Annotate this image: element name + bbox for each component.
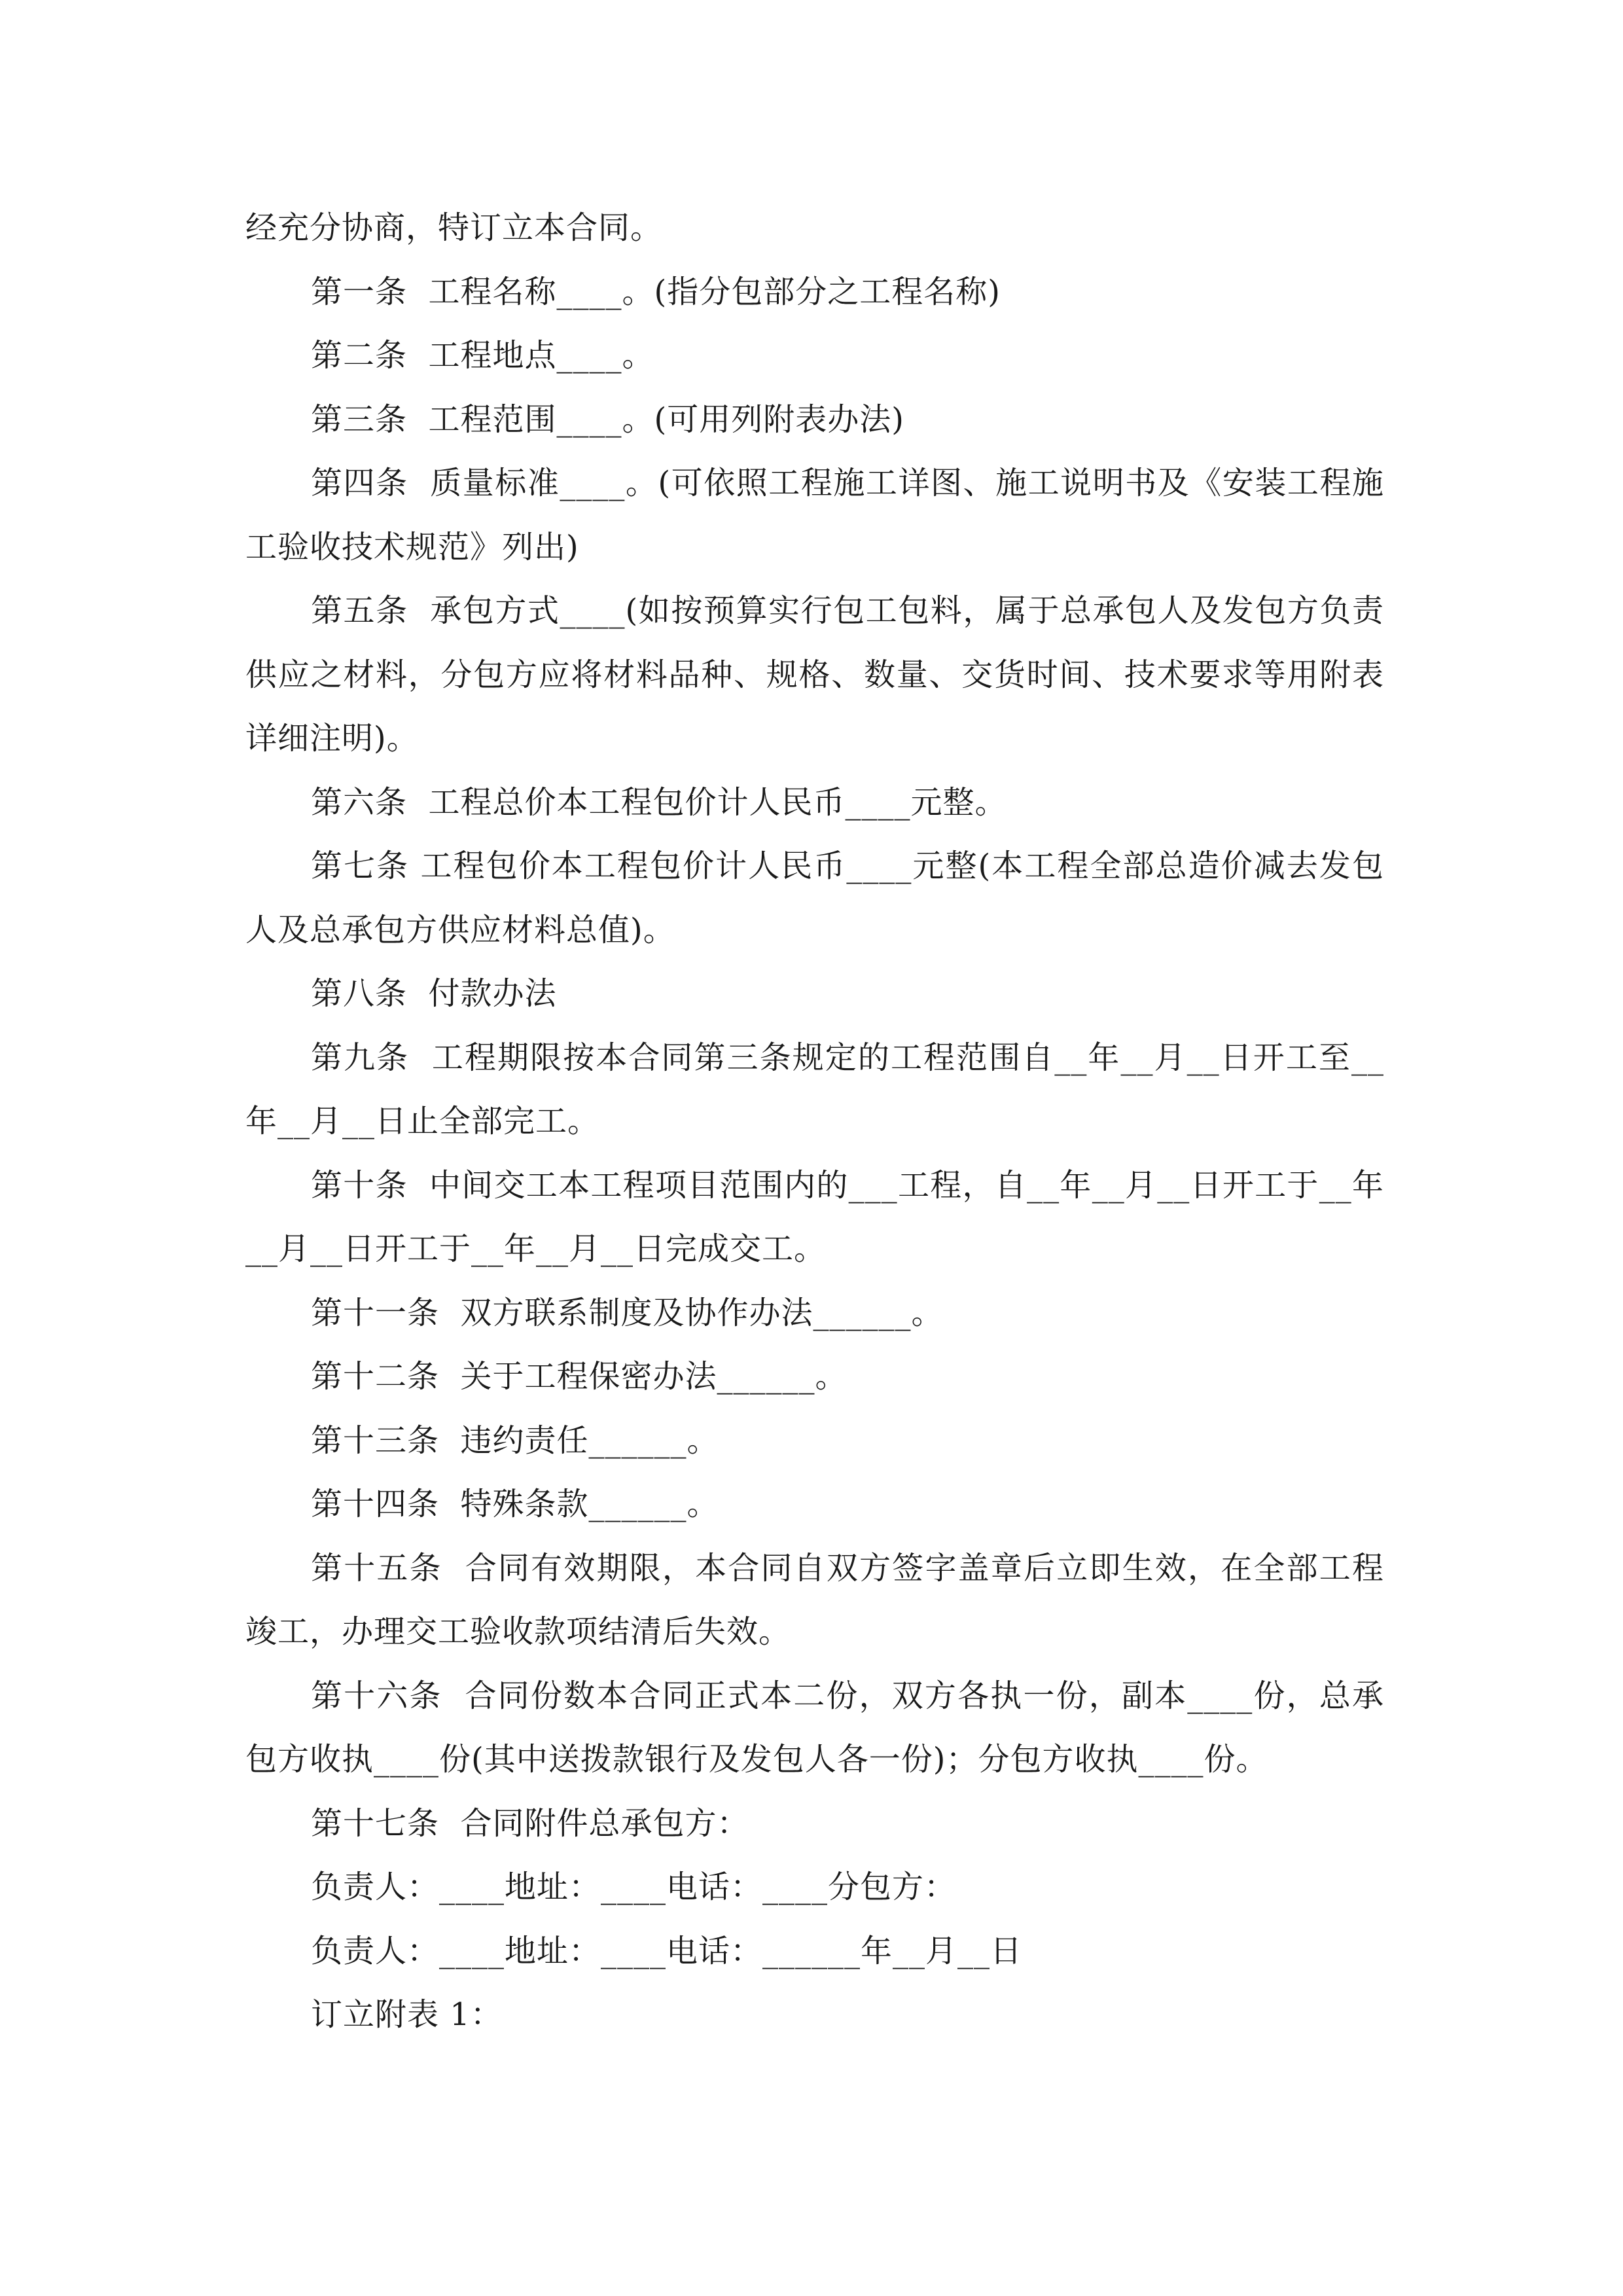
clause-1-project-name: 第一条 工程名称____。(指分包部分之工程名称)	[311, 273, 1001, 310]
clause-6-total-price: 第六条 工程总价本工程包价计人民币____元整。	[311, 783, 1007, 821]
clause-16-copies: 第十六条 合同份数本合同正式本二份，双方各执一份，副本____份，总承包方收执____份(其中送拨款银行及发包人各一份)；分包方收执____份。	[245, 1677, 1384, 1778]
signature-line-1: 负责人：____地址：____电话：____分包方：	[311, 1869, 957, 1905]
clause-4-quality-standard: 第四条 质量标准____。(可依照工程施工详图、施工说明书及《安装工程施工验收技术规范》列出)	[245, 465, 1384, 565]
clause-8-payment-method: 第八条 付款办法	[311, 975, 557, 1012]
document-body	[245, 196, 1384, 2047]
clause-7-package-price: 第七条 工程包价本工程包价计人民币____元整(本工程全部总造价减去发包人及总承包方供应材料总值)。	[245, 848, 1384, 948]
appendix-label: 订立附表 1：	[311, 1996, 503, 2033]
clause-2-project-location: 第二条 工程地点____。	[311, 337, 654, 374]
clause-14-special-terms: 第十四条 特殊条款______。	[311, 1486, 719, 1522]
clause-9-project-period: 第九条 工程期限按本合同第三条规定的工程范围自__年__月__日开工至__年__月__日止全部完工。	[245, 1039, 1384, 1139]
clause-3-project-scope: 第三条 工程范围____。(可用列附表办法)	[311, 401, 904, 438]
clause-13-liability: 第十三条 违约责任______。	[311, 1422, 719, 1459]
clause-5-contracting-method: 第五条 承包方式____(如按预算实行包工包料，属于总承包人及发包方负责供应之材料，分包方应将材料品种、规格、数量、交货时间、技术要求等用附表详细注明)。	[245, 592, 1384, 757]
clause-10-interim-handover: 第十条 中间交工本工程项目范围内的___工程，自__年__月__日开工于__年__月__日开工于__年__月__日完成交工。	[245, 1166, 1384, 1267]
clause-17-attachments: 第十七条 合同附件总承包方：	[311, 1804, 749, 1842]
clause-12-confidentiality: 第十二条 关于工程保密办法______。	[311, 1358, 847, 1395]
paragraph-intro: 经充分协商，特订立本合同。	[245, 209, 663, 246]
clause-15-validity: 第十五条 合同有效期限，本合同自双方签字盖章后立即生效，在全部工程竣工，办理交工验收款项结清后失效。	[245, 1549, 1384, 1650]
clause-11-liaison: 第十一条 双方联系制度及协作办法______。	[311, 1294, 944, 1331]
signature-line-2: 负责人：____地址：____电话：______年__月__日	[311, 1932, 1023, 1969]
